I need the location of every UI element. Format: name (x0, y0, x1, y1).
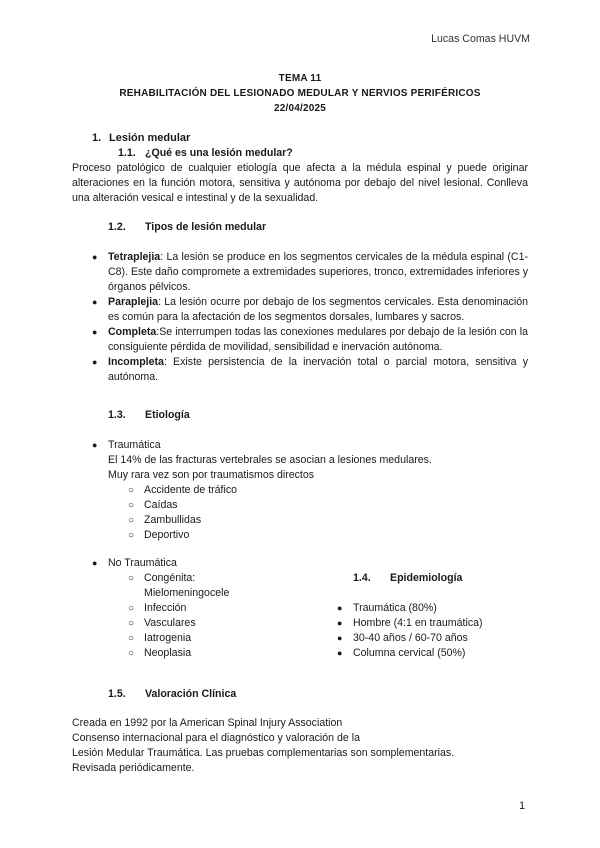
circle-bullet-icon: ○ (128, 573, 135, 584)
cause: Deportivo (144, 529, 190, 541)
definition: Se interrumpen todas las conexiones medulares por debajo de la lesión con la consiguiente pérdida de movilidad, sensibilidad e inervación autónoma. (108, 326, 528, 353)
list-item (128, 571, 332, 586)
lesion-types-list (92, 250, 528, 385)
cause: Iatrogenia (144, 632, 192, 644)
epidemiology-item: 30-40 años / 60-70 años (353, 632, 468, 644)
cause: Zambullidas (144, 514, 202, 526)
header-author: Lucas Comas HUVM (431, 33, 530, 45)
list-item (128, 631, 332, 646)
subsection-1-1-text: Proceso patológico de cualquier etiología que afecta a la médula espinal y puede originar alteraciones en la función motora, sensitiva y autónoma por debajo del nivel lesional. Conlleva una alteración vesical e intestinal y de la sexualidad. (72, 162, 528, 204)
clinical-assessment-text (72, 716, 532, 776)
traumatic-label: Traumática (108, 439, 161, 451)
list-item (128, 528, 512, 543)
list-item (128, 646, 332, 661)
topic-title: REHABILITACIÓN DEL LESIONADO MEDULAR Y NERVIOS PERIFÉRICOS (119, 88, 481, 99)
list-item (337, 616, 537, 631)
circle-bullet-icon: ○ (128, 485, 135, 496)
list-item (92, 250, 528, 295)
cause: Infección (144, 602, 187, 614)
separator: : (158, 296, 162, 308)
term: Completa (108, 326, 157, 338)
cause: Neoplasia (144, 647, 192, 659)
cause: Vasculares (144, 617, 196, 629)
non-traumatic-block (92, 556, 332, 661)
list-item (128, 513, 512, 528)
list-item (92, 325, 528, 355)
text-line: Lesión Medular Traumática. Las pruebas complementarias son somplementarias. (72, 747, 455, 759)
subsection-1-3-title: Etiología (145, 409, 190, 421)
circle-bullet-icon: ○ (128, 618, 135, 629)
non-traumatic-causes (92, 571, 332, 661)
cause: Accidente de tráfico (144, 484, 238, 496)
list-item (128, 616, 332, 631)
separator: : (156, 326, 160, 338)
bullet-icon: ● (337, 648, 343, 658)
list-item (128, 601, 332, 616)
subsection-1-2-number: 1.2. (108, 221, 126, 233)
subsection-1-1-number: 1.1. (118, 147, 136, 159)
definition: La lesión ocurre por debajo de los segmentos cervicales. Esta denominación es común para la afectación de los segmentos dorsales, lumbares y sacros. (108, 296, 528, 323)
definition: Existe persistencia de la inervación total o parcial motora, sensitiva y autónoma. (108, 356, 528, 383)
bullet-icon: ● (92, 440, 98, 450)
traumatic-causes (92, 483, 512, 543)
separator: : (163, 356, 167, 368)
subsection-1-5-title: Valoración Clínica (145, 688, 237, 700)
text-line: Creada en 1992 por la American Spinal Injury Association (72, 717, 343, 729)
subsection-1-5-number: 1.5. (108, 688, 126, 700)
definition: La lesión se produce en los segmentos cervicales de la médula espinal (C1-C8). Este daño compromete a extremidades superiores, tronco, extremidades inferiores y órganos pélvicos. (108, 251, 528, 293)
separator: : (160, 251, 164, 263)
epidemiology-item: Traumática (80%) (353, 602, 437, 614)
title-block (0, 71, 600, 116)
list-item (128, 498, 512, 513)
traumatic-stat: El 14% de las fracturas vertebrales se asocian a lesiones medulares. (108, 454, 432, 466)
section-1-number: 1. (92, 132, 102, 144)
list-item (337, 646, 537, 661)
traumatic-block (92, 438, 512, 543)
list-item (92, 438, 512, 453)
bullet-icon: ● (337, 603, 343, 613)
subsection-1-3-number: 1.3. (108, 409, 126, 421)
epidemiology-item: Columna cervical (50%) (353, 647, 466, 659)
list-item (337, 601, 537, 616)
cause-continuation: Mielomeningocele (144, 587, 230, 599)
epidemiology-list (337, 601, 537, 661)
text-line: Consenso internacional para el diagnóstico y valoración de la (72, 732, 360, 744)
subsection-1-4-title: Epidemiología (390, 572, 463, 584)
list-item (92, 295, 528, 325)
list-item (92, 355, 528, 385)
bullet-icon: ● (337, 633, 343, 643)
circle-bullet-icon: ○ (128, 515, 135, 526)
topic-number: TEMA 11 (278, 73, 322, 84)
circle-bullet-icon: ○ (128, 530, 135, 541)
subsection-1-1-title: ¿Qué es una lesión medular? (145, 147, 293, 159)
list-item (337, 631, 537, 646)
term: Paraplejia (108, 296, 159, 308)
epidemiology-item: Hombre (4:1 en traumática) (353, 617, 483, 629)
list-item (92, 556, 332, 571)
bullet-icon: ● (92, 327, 98, 337)
term: Tetraplejia (108, 251, 161, 263)
circle-bullet-icon: ○ (128, 648, 135, 659)
section-1-title: Lesión medular (109, 132, 191, 144)
cause: Congénita: (144, 572, 196, 584)
topic-date: 22/04/2025 (273, 103, 327, 114)
page-number: 1 (519, 800, 525, 812)
text-line: Revisada periódicamente. (72, 762, 195, 774)
circle-bullet-icon: ○ (128, 500, 135, 511)
bullet-icon: ● (92, 297, 98, 307)
bullet-icon: ● (337, 618, 343, 628)
subsection-1-4-number: 1.4. (353, 572, 371, 584)
circle-bullet-icon: ○ (128, 633, 135, 644)
circle-bullet-icon: ○ (128, 603, 135, 614)
subsection-1-2-title: Tipos de lesión medular (145, 221, 267, 233)
non-traumatic-label: No Traumática (108, 557, 177, 569)
bullet-icon: ● (92, 357, 98, 367)
traumatic-note: Muy rara vez son por traumatismos directos (108, 469, 315, 481)
bullet-icon: ● (92, 252, 98, 262)
bullet-icon: ● (92, 558, 98, 568)
cause: Caídas (144, 499, 178, 511)
term: Incompleta (108, 356, 164, 368)
list-item (128, 483, 512, 498)
